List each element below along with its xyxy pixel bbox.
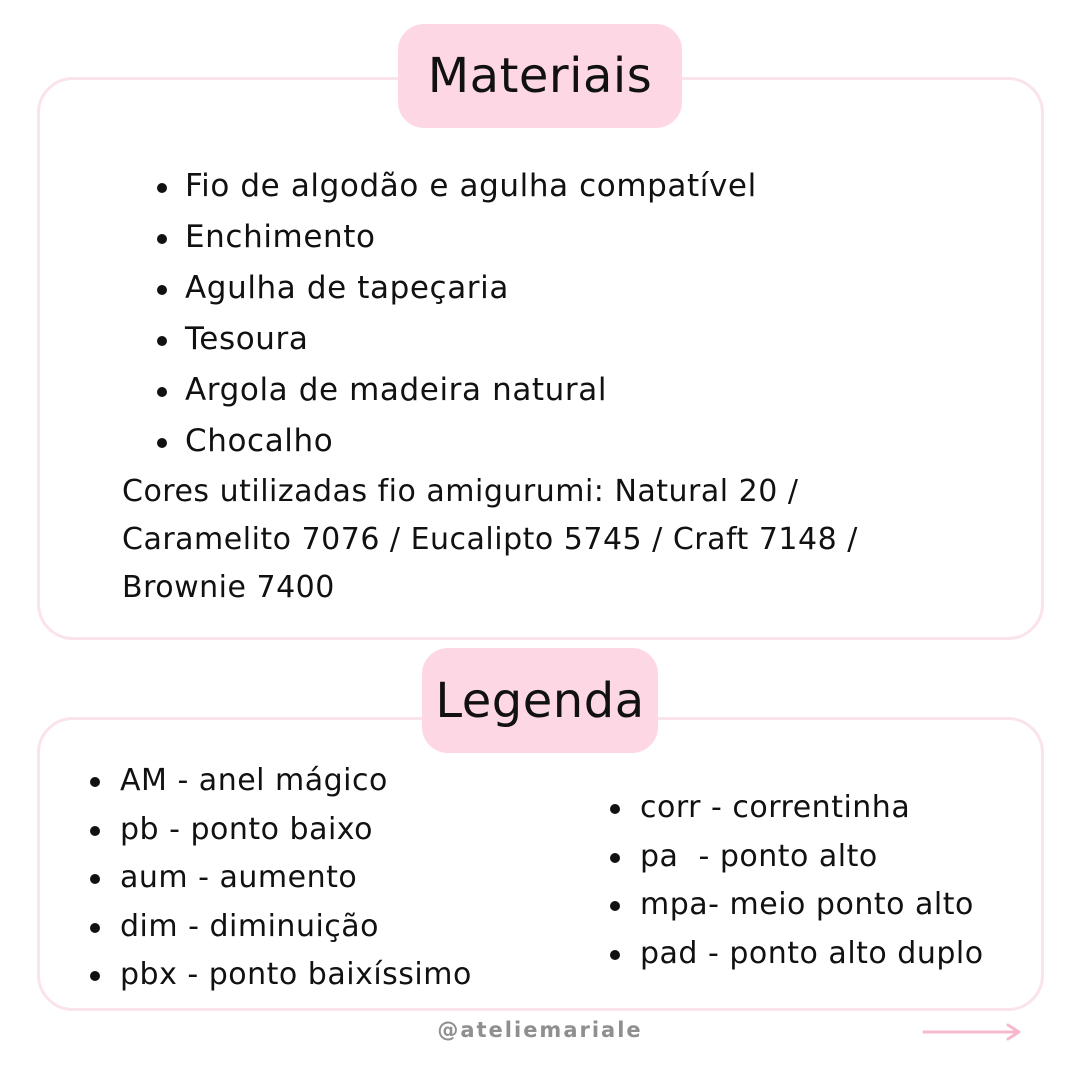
- material-item-label: Argola de madeira natural: [185, 372, 608, 408]
- bullet-dot-icon: [610, 853, 620, 863]
- materials-list: [157, 162, 757, 468]
- bullet-dot-icon: [90, 874, 100, 884]
- list-item: [90, 758, 472, 807]
- bullet-dot-icon: [157, 285, 167, 295]
- list-item: [157, 213, 757, 264]
- legend-item-label: aum - aumento: [120, 860, 358, 895]
- list-item: [90, 952, 472, 1001]
- list-item: [90, 855, 472, 904]
- material-item-label: Tesoura: [185, 321, 309, 357]
- material-item-label: Chocalho: [185, 423, 334, 459]
- legend-item-label: mpa- meio ponto alto: [640, 887, 974, 922]
- list-item: [157, 315, 757, 366]
- list-item: [90, 904, 472, 953]
- arrow-right-icon[interactable]: [922, 1022, 1022, 1042]
- material-item-label: Agulha de tapeçaria: [185, 270, 509, 306]
- material-item-label: Fio de algodão e agulha compatível: [185, 168, 757, 204]
- list-item: [610, 882, 984, 931]
- legend-item-label: pad - ponto alto duplo: [640, 935, 984, 971]
- list-item: [157, 366, 757, 417]
- bullet-dot-icon: [157, 234, 167, 244]
- list-item: [610, 931, 984, 980]
- list-item: [610, 785, 984, 834]
- legend-item-label: pbx - ponto baixíssimo: [120, 957, 472, 992]
- bullet-dot-icon: [157, 387, 167, 397]
- bullet-dot-icon: [90, 777, 100, 787]
- list-item: [610, 834, 984, 883]
- list-item: [157, 162, 757, 213]
- bullet-dot-icon: [90, 826, 100, 836]
- list-item: [157, 417, 757, 468]
- list-item: [90, 807, 472, 856]
- legend-item-label: AM - anel mágico: [120, 763, 388, 798]
- legend-item-label: pb - ponto baixo: [120, 811, 373, 847]
- bullet-dot-icon: [90, 971, 100, 981]
- bullet-dot-icon: [157, 336, 167, 346]
- instagram-handle: @ateliemariale: [437, 1018, 643, 1042]
- bullet-dot-icon: [610, 804, 620, 814]
- legend-item-label: dim - diminuição: [120, 908, 380, 944]
- bullet-dot-icon: [157, 438, 167, 448]
- list-item: [157, 264, 757, 315]
- material-item-label: Enchimento: [185, 219, 376, 255]
- bullet-dot-icon: [610, 950, 620, 960]
- legend-item-label: pa - ponto alto: [640, 838, 878, 874]
- legend-list-left: [90, 758, 472, 1001]
- bullet-dot-icon: [90, 923, 100, 933]
- bullet-dot-icon: [157, 183, 167, 193]
- bullet-dot-icon: [610, 901, 620, 911]
- legenda-title: Legenda: [422, 648, 658, 753]
- legend-item-label: corr - correntinha: [640, 790, 911, 825]
- legend-list-right: [610, 785, 984, 979]
- materiais-title: Materiais: [398, 24, 682, 128]
- colors-note: Cores utilizadas fio amigurumi: Natural 20 / Caramelito 7076 / Eucalipto 5745 / Craft 7148 / Brownie 7400: [122, 474, 858, 605]
